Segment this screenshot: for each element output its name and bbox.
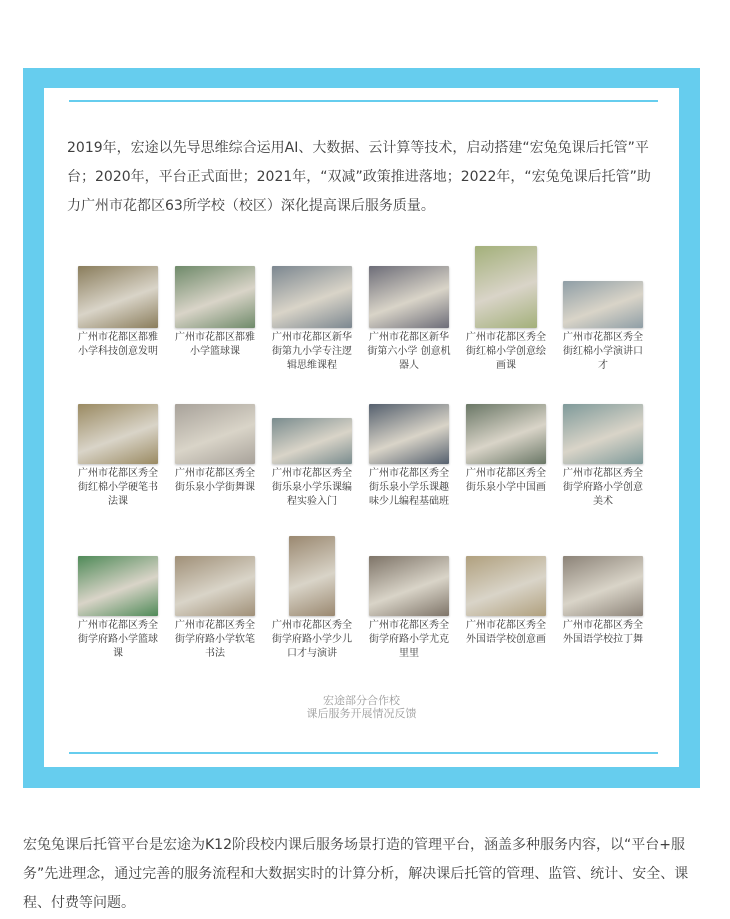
platform-description: 宏兔兔课后托管平台是宏途为K12阶段校内课后服务场景打造的管理平台，涵盖多种服务内容，以“平台+服务”先进理念，通过完善的服务流程和大数据实时的计算分析，解决课后托管的管理、监管、统计、安全、课程、付费等问题。 <box>23 837 689 911</box>
gallery-caption: 广州市花都区秀全街乐泉小学街舞课 <box>175 468 255 493</box>
gallery-caption: 广州市花都区秀全街乐泉小学中国画 <box>466 468 546 493</box>
gallery-photo[interactable] <box>78 556 158 616</box>
gallery-photo[interactable] <box>563 281 643 328</box>
gallery-item[interactable] <box>270 418 354 509</box>
footer-line-1: 宏途部分合作校 <box>323 694 400 707</box>
gallery-photo[interactable] <box>78 266 158 328</box>
content-card <box>44 88 679 767</box>
gallery-item[interactable] <box>561 556 645 647</box>
gallery-photo[interactable] <box>175 404 255 464</box>
gallery-item[interactable] <box>173 404 257 495</box>
gallery-caption: 广州市花都区都雅小学篮球课 <box>175 332 255 357</box>
gallery-caption: 广州市花都区秀全街红棉小学硬笔书法课 <box>78 468 158 507</box>
gallery-caption: 广州市花都区秀全街乐泉小学乐课编程实验入门 <box>272 468 352 507</box>
gallery-caption: 广州市花都区新华街第六小学 创意机器人 <box>367 332 451 371</box>
content-frame <box>23 68 700 788</box>
gallery-caption: 广州市花都区秀全外国语学校拉丁舞 <box>563 620 643 645</box>
gallery-footer <box>44 694 679 720</box>
gallery-item[interactable] <box>270 536 354 661</box>
gallery-item[interactable] <box>76 404 160 509</box>
gallery-caption: 广州市花都区秀全街红棉小学演讲口才 <box>563 332 643 371</box>
gallery-caption: 广州市花都区秀全外国语学校创意画 <box>466 620 546 645</box>
gallery-item[interactable] <box>173 266 257 359</box>
gallery-photo[interactable] <box>369 556 449 616</box>
gallery-item[interactable] <box>76 556 160 661</box>
intro-paragraph: 2019年，宏途以先导思维综合运用AI、大数据、云计算等技术，启动搭建“宏兔兔课后托管”平台；2020年，平台正式面世；2021年，“双减”政策推进落地；2022年，“宏兔兔课后托管”助力广州市花都区63所学校（校区）深化提高课后服务质量。 <box>67 140 651 214</box>
gallery-caption: 广州市花都区秀全街学府路小学少儿口才与演讲 <box>272 620 352 659</box>
bottom-divider <box>69 752 658 754</box>
gallery-item[interactable] <box>367 266 451 373</box>
gallery-caption: 广州市花都区秀全街学府路小学篮球课 <box>78 620 158 659</box>
gallery-photo[interactable] <box>78 404 158 464</box>
gallery-caption: 广州市花都区秀全街乐泉小学乐课趣味少儿编程基础班 <box>369 468 449 507</box>
gallery-caption: 广州市花都区秀全街学府路小学软笔书法 <box>175 620 255 659</box>
gallery-photo[interactable] <box>475 246 537 328</box>
footer-line-2: 课后服务开展情况反馈 <box>306 707 417 720</box>
gallery-caption: 广州市花都区秀全街学府路小学创意美术 <box>563 468 643 507</box>
gallery-item[interactable] <box>464 404 548 495</box>
gallery-photo[interactable] <box>563 556 643 616</box>
gallery-item[interactable] <box>561 281 645 373</box>
gallery-item[interactable] <box>76 266 160 359</box>
gallery-photo[interactable] <box>289 536 335 616</box>
gallery-item[interactable] <box>561 404 645 509</box>
gallery-item[interactable] <box>464 246 548 373</box>
gallery-caption: 广州市花都区秀全街红棉小学创意绘画课 <box>466 332 546 371</box>
gallery-photo[interactable] <box>272 266 352 328</box>
gallery-photo[interactable] <box>175 556 255 616</box>
gallery-item[interactable] <box>367 556 451 661</box>
gallery-item[interactable] <box>367 404 451 509</box>
gallery-photo[interactable] <box>466 404 546 464</box>
gallery-item[interactable] <box>464 556 548 647</box>
gallery-caption: 广州市花都区都雅小学科技创意发明 <box>78 332 158 357</box>
gallery-photo[interactable] <box>563 404 643 464</box>
gallery-photo[interactable] <box>175 266 255 328</box>
gallery-photo[interactable] <box>369 266 449 328</box>
gallery-photo[interactable] <box>369 404 449 464</box>
gallery-caption: 广州市花都区秀全街学府路小学尤克里里 <box>369 620 449 659</box>
gallery-item[interactable] <box>270 266 354 373</box>
gallery-photo[interactable] <box>272 418 352 464</box>
top-divider <box>69 100 658 102</box>
gallery-caption: 广州市花都区新华街第九小学专注逻辑思维课程 <box>272 332 352 371</box>
gallery-item[interactable] <box>173 556 257 661</box>
gallery-photo[interactable] <box>466 556 546 616</box>
